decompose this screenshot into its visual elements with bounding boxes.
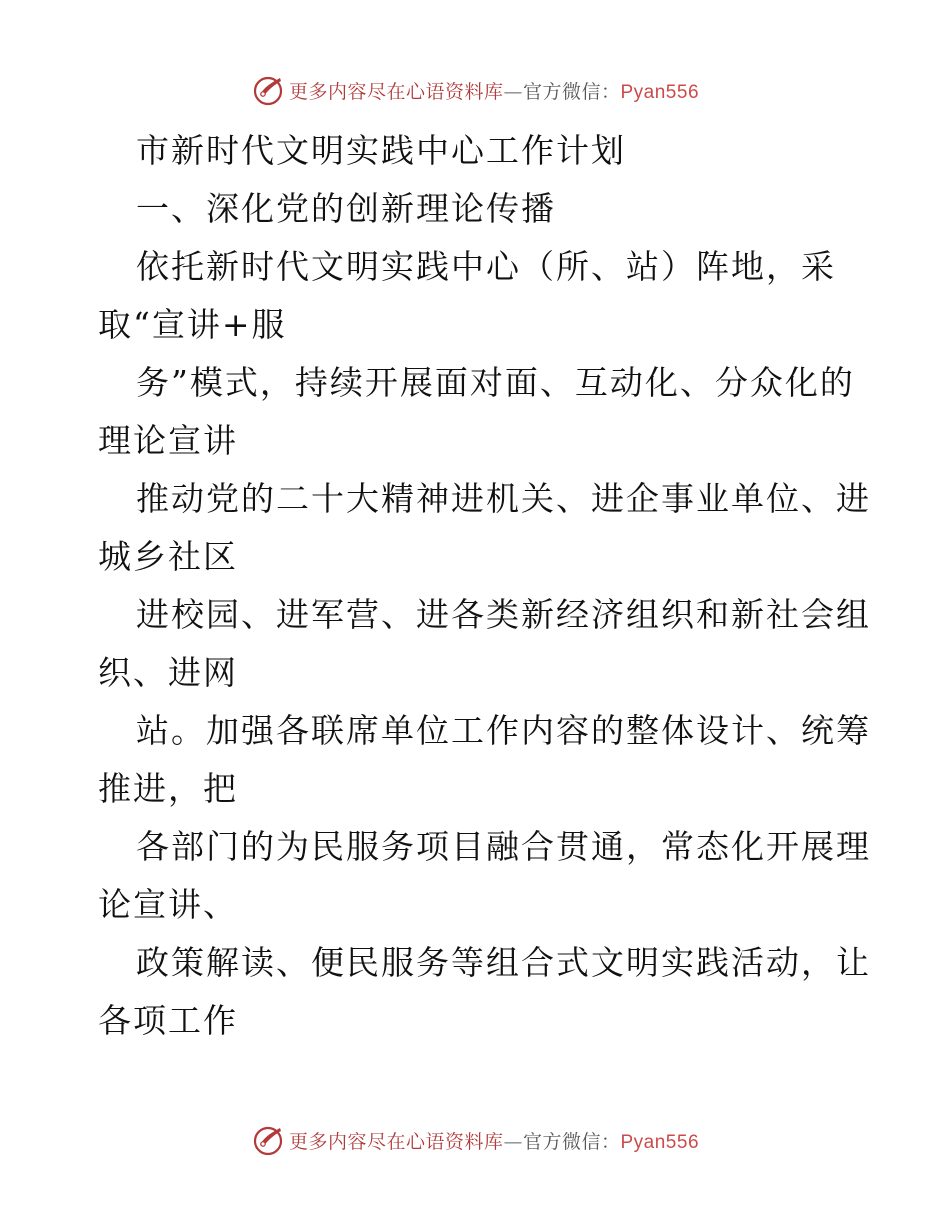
- text-line: 城乡社区: [98, 537, 238, 576]
- watermark-dash: —: [503, 80, 523, 103]
- text-line: 推动党的二十大精神进机关、进企事业单位、进: [136, 479, 871, 518]
- watermark-text: [289, 77, 699, 104]
- text-line: 取“宣讲+服: [98, 305, 287, 344]
- text-line: 理论宣讲: [98, 421, 238, 460]
- watermark-label: 官方微信：: [522, 1130, 621, 1153]
- watermark-main-text: 更多内容尽在心语资料库: [288, 80, 504, 103]
- watermark-wechat-id: Pyan556: [620, 1131, 700, 1153]
- text-line: 市新时代文明实践中心工作计划: [136, 131, 626, 170]
- watermark-label: 官方微信：: [522, 80, 621, 103]
- document-body: [98, 122, 871, 1050]
- watermark-dash: —: [503, 1130, 523, 1153]
- text-line: 各部门的为民服务项目融合贯通，常态化开展理: [136, 827, 871, 866]
- watermark-main-text: 更多内容尽在心语资料库: [288, 1130, 504, 1153]
- header-watermark-banner: [0, 70, 950, 110]
- text-line: 政策解读、便民服务等组合式文明实践活动，让: [136, 943, 871, 982]
- watermark-wechat-id: Pyan556: [620, 81, 700, 103]
- text-line: 一、深化党的创新理论传播: [136, 189, 556, 228]
- footer-watermark-banner: [0, 1120, 950, 1160]
- text-line: 推进，把: [98, 769, 238, 808]
- text-line: 务”模式，持续开展面对面、互动化、分众化的: [136, 363, 855, 402]
- watermark-text: [289, 1127, 699, 1154]
- text-line: 论宣讲、: [98, 885, 238, 924]
- pen-logo-icon: [251, 1123, 285, 1157]
- text-line: 依托新时代文明实践中心（所、站）阵地，采: [136, 247, 836, 286]
- text-line: 站。加强各联席单位工作内容的整体设计、统筹: [136, 711, 871, 750]
- text-line: 进校园、进军营、进各类新经济组织和新社会组: [136, 595, 871, 634]
- pen-logo-icon: [251, 73, 285, 107]
- text-line: 织、进网: [98, 653, 238, 692]
- text-line: 各项工作: [98, 1001, 238, 1040]
